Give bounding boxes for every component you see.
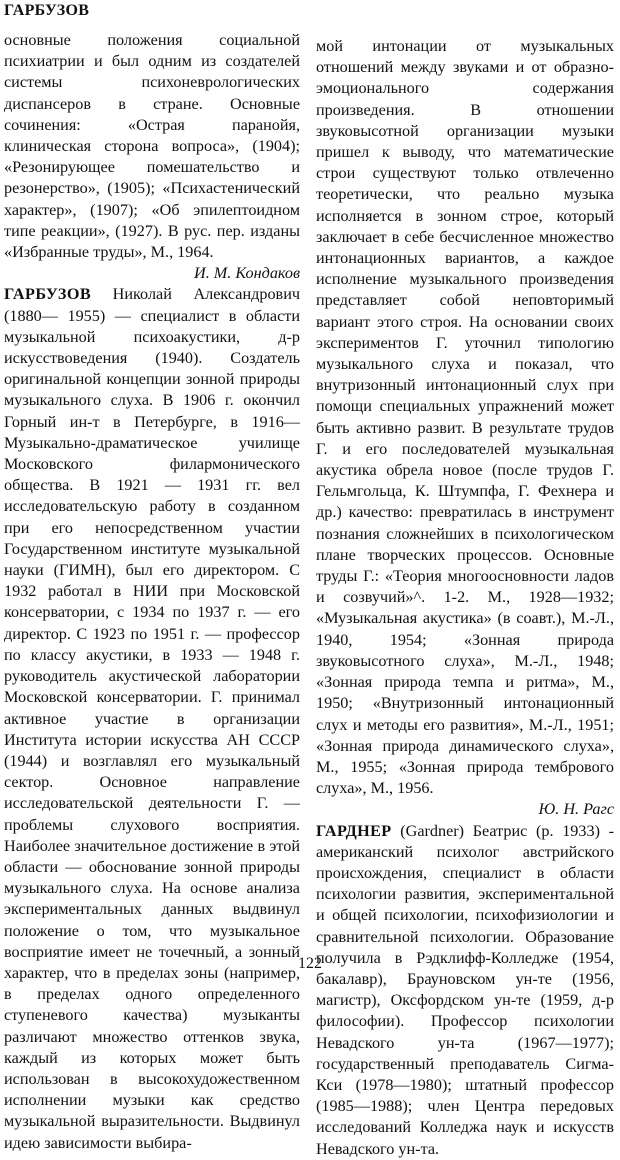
article-author: Ю. Н. Рагс: [538, 800, 614, 819]
entry-headword: ГАРДНЕР: [316, 821, 392, 840]
continuation-paragraph: мой интонации от музыкальных отношений между звуками и от образно-эмоционального содержания произведения. В отношении звуковысотной организации музыки пришел к выводу, что математические строи существуют только отвлеченно теоретически, что реально музыка исполняется в зонном строе, который заключает в себе бесчисленное множество интонационных вариантов, а каждое исполнение музыкального произведения представляет собой неповторимый вариант этого строя. На основании своих экспериментов Г. уточнил типологию музыкального слуха и показал, что внутризонный интонационный слух при помощи специальных упражнений может быть активно развит. В результате трудов Г. и его последователей музыкальная акустика обрела новое (после трудов Г. Гельмгольца, К. Штумпфа, Г. Фехнера и др.) качество: превратилась в инструмент познания сложнейших в психологическом плане творческих процессов. Основные труды Г.: «Теория многоосновности ладов и созвучий»^. 1-2. М., 1928—1932; «Музыкальная акустика» (в соавт.), М.-Л., 1940, 1954; «Зонная природа звуковысотного слуха», М.-Л., 1948; «Зонная природа темпа и ритма», М., 1950; «Внутризонный интонационный слух и методы его развития», М.-Л., 1951; «Зонная природа динамического слуха», М., 1955; «Зонная природа тембрового слуха», М., 1956.: [316, 37, 614, 798]
running-head: ГАРБУЗОВ: [4, 2, 90, 19]
page-number: 122: [298, 955, 322, 972]
entry-body: Николай Александрович (1880— 1955) — специалист в области музыкальной психоакустики, д-р искусствоведения (1940). Создатель оригинальной концепции зонной природы музыкального слуха. В 1906 г. окончил Горный ин-т в Петербурге, в 1916— Музыкально-драматическое училище Московского филармонического общества. В 1921 — 1931 гг. вел исследовательскую работу в созданном при его непосредственном участии Государственном институте музыкальной науки (ГИМН), был его директором. С 1932 работал в НИИ при Московской консерватории, с 1934 по 1937 г. — его директор. С 1923 по 1951 г. — профессор по классу акустики, в 1933 — 1948 г. руководитель акустической лаборатории Московской консерватории. Г. принимал активное участие в организации Института истории искусства АН СССР (1944) и возглавлял его музыкальный сектор. Основное направление исследовательской деятельности Г. — проблемы слухового восприятия. Наиболее значительное достижение в этой области — обоснование зонной природы музыкального слуха. На основе анализа экспериментальных данных выдвинул положение о том, что музыкальное восприятие имеет не точечный, а зонный характер, что в пределах зоны (например, в пределах одного определенного ступеневого качества) музыканты различают множество оттенков звука, каждый из которых может быть использован в высокохудожественном исполнении музыки как средство музыкальной выразительности. Выдвинул идею зависимости выбира-: [4, 285, 300, 1152]
left-column: [4, 30, 300, 1154]
entry-body: (Gardner) Беатрис (р. 1933) - американский психолог австрийского происхождения, специалист в области психологии развития, экспериментальной и общей психологии, психофизиологии и сравнительной психологии. Образование получила в Рэдклифф-Колледже (1954, бакалавр), Брауновском ун-те (1956, магистр), Оксфордском ун-те (1959, д-р философии). Профессор психологии Невадского ун-та (1967—1977); государственный преподаватель Сигма-Кси (1978—1980); штатный профессор (1985—1988); член Центра передовых исследований Колледжа наук и искусств Невадского ун-та.: [316, 821, 614, 1158]
entry-headword: ГАРБУЗОВ: [4, 285, 92, 304]
dictionary-entry-gardner: [316, 821, 614, 1160]
continuation-paragraph: основные положения социальной психиатрии и был одним из создателей системы психоневрологических диспансеров в стране. Основные сочинения: «Острая паранойя, клиническая сторона вопроса», (1904); «Резонирующее помешательство и резонерство», (1905); «Психастенический характер», (1907); «Об эпилептоидном типе реакции», (1927). В рус. пер. изданы «Избранные труды», М., 1964.: [4, 31, 300, 262]
right-column: [316, 36, 614, 1160]
article-author: И. М. Кондаков: [194, 264, 300, 283]
dictionary-entry-garbuzov: [4, 284, 300, 1153]
